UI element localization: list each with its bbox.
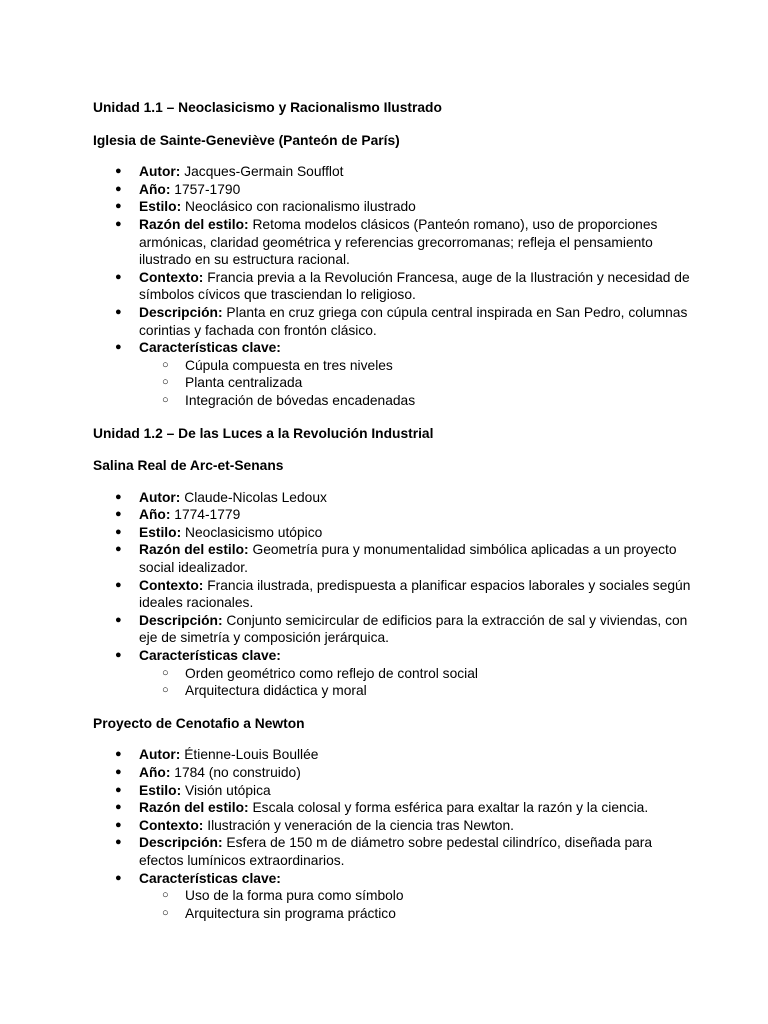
building-properties [93, 489, 693, 700]
document-page [93, 99, 693, 937]
prop-descripcion [93, 612, 693, 647]
building-title: Iglesia de Sainte-Geneviève (Panteón de París) [93, 132, 400, 148]
prop-label: Descripción: [139, 304, 223, 320]
prop-value: Neoclasicismo utópico [185, 524, 323, 540]
prop-caracteristicas [93, 870, 693, 923]
feature-item: ○ Arquitectura sin programa práctico [139, 905, 693, 923]
prop-autor [93, 489, 693, 507]
prop-label: Estilo: [139, 199, 182, 215]
prop-autor [93, 746, 693, 764]
feature-item: ○ Integración de bóvedas encadenadas [139, 392, 693, 410]
prop-label: Características clave: [139, 648, 281, 664]
prop-value: Francia previa a la Revolución Francesa, auge de la Ilustración y necesidad de símbolos cívicos que trasciendan lo religioso. [139, 269, 690, 303]
prop-estilo [93, 198, 693, 216]
prop-value: Planta en cruz griega con cúpula central inspirada en San Pedro, columnas corintias y fachada con frontón clásico. [139, 304, 688, 338]
prop-value: Neoclásico con racionalismo ilustrado [185, 199, 416, 215]
prop-razon [93, 799, 693, 817]
prop-anio [93, 506, 693, 524]
prop-anio [93, 764, 693, 782]
prop-value: Claude-Nicolas Ledoux [184, 489, 327, 505]
prop-label: Contexto: [139, 817, 204, 833]
prop-razon [93, 216, 693, 269]
prop-anio [93, 181, 693, 199]
prop-estilo [93, 782, 693, 800]
prop-value: Retoma modelos clásicos (Panteón romano), uso de proporciones armónicas, claridad geométrica y referencias grecorromanas; refleja el pensamiento ilustrado en su estructura racional. [139, 216, 658, 268]
features-list [139, 357, 693, 410]
feature-item: ○ Orden geométrico como reflejo de control social [139, 665, 693, 683]
prop-autor [93, 163, 693, 181]
prop-label: Contexto: [139, 269, 204, 285]
prop-value: Visión utópica [185, 782, 271, 798]
prop-label: Razón del estilo: [139, 216, 249, 232]
feature-item: ○ Arquitectura didáctica y moral [139, 682, 693, 700]
prop-label: Autor: [139, 489, 181, 505]
prop-label: Estilo: [139, 782, 182, 798]
building-title: Proyecto de Cenotafio a Newton [93, 715, 305, 731]
building-properties [93, 163, 693, 409]
prop-label: Razón del estilo: [139, 800, 249, 816]
building-properties [93, 746, 693, 922]
unit-title: Unidad 1.2 – De las Luces a la Revolución Industrial [93, 425, 434, 441]
features-list [139, 887, 693, 922]
feature-item: ○ Planta centralizada [139, 374, 693, 392]
prop-contexto [93, 817, 693, 835]
prop-label: Descripción: [139, 612, 223, 628]
prop-value: Esfera de 150 m de diámetro sobre pedestal cilindríco, diseñada para efectos lumínicos extraordinarios. [139, 835, 653, 868]
prop-value: Conjunto semicircular de edificios para la extracción de sal y viviendas, con eje de simetría y composición jerárquica. [139, 612, 688, 646]
prop-label: Año: [139, 765, 171, 780]
prop-contexto [93, 577, 693, 612]
prop-label: Características clave: [139, 340, 281, 356]
prop-label: Año: [139, 181, 171, 197]
prop-label: Autor: [139, 164, 181, 180]
prop-value: Étienne-Louis Boullée [184, 747, 319, 763]
prop-value: 1784 (no construido) [174, 765, 301, 780]
prop-razon [93, 541, 693, 576]
prop-label: Estilo: [139, 524, 182, 540]
prop-value: 1774-1779 [174, 507, 241, 523]
prop-estilo [93, 524, 693, 542]
prop-label: Año: [139, 507, 171, 523]
prop-value: 1757-1790 [174, 181, 241, 197]
prop-label: Descripción: [139, 835, 223, 851]
prop-label: Contexto: [139, 577, 204, 593]
unit-title: Unidad 1.1 – Neoclasicismo y Racionalismo Ilustrado [93, 100, 442, 115]
feature-item: ○ Cúpula compuesta en tres niveles [139, 357, 693, 375]
feature-item: ○ Uso de la forma pura como símbolo [139, 887, 693, 905]
building-title: Salina Real de Arc-et-Senans [93, 458, 284, 474]
prop-value: Francia ilustrada, predispuesta a planificar espacios laborales y sociales según ideales racionales. [139, 577, 691, 611]
prop-value: Escala colosal y forma esférica para exaltar la razón y la ciencia. [252, 800, 649, 816]
prop-caracteristicas [93, 339, 693, 409]
prop-label: Características clave: [139, 870, 281, 886]
prop-value: Geometría pura y monumentalidad simbólica aplicadas a un proyecto social idealizador. [139, 542, 677, 576]
prop-contexto [93, 269, 693, 304]
prop-label: Razón del estilo: [139, 542, 249, 558]
prop-descripcion [93, 834, 693, 869]
prop-label: Autor: [139, 747, 181, 763]
prop-descripcion [93, 304, 693, 339]
prop-caracteristicas [93, 647, 693, 700]
prop-value: Ilustración y veneración de la ciencia tras Newton. [207, 817, 514, 833]
prop-value: Jacques-Germain Soufflot [184, 164, 344, 180]
features-list [139, 665, 693, 700]
